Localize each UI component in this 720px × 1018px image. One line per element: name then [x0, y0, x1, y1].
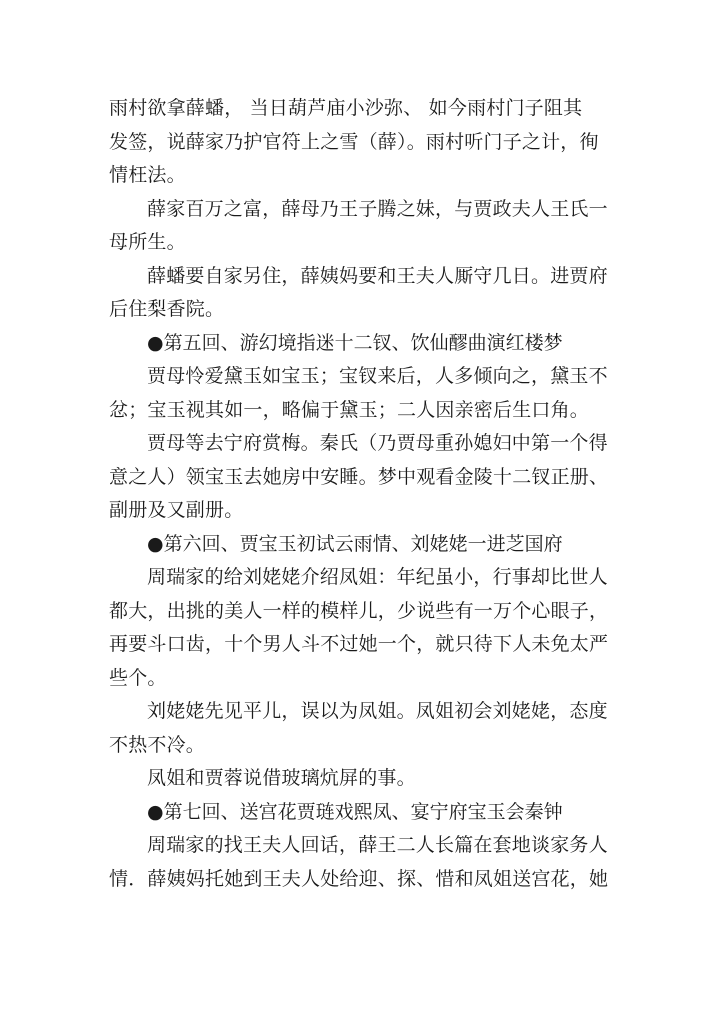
- document-page: [109, 92, 623, 896]
- body-paragraph: [109, 427, 623, 528]
- text-line: 刘姥姥先见平儿，误以为凤姐。凤姐初会刘姥姥，态度: [147, 700, 608, 722]
- chapter-heading: [109, 528, 623, 562]
- body-paragraph: [109, 561, 623, 695]
- text-line: 后住梨香院。: [109, 298, 225, 320]
- text-line: 再要斗口齿，十个男人斗不过她一个，就只待下人未免太严: [109, 633, 609, 655]
- text-line: 贾母等去宁府赏梅。秦氏（乃贾母重孙媳妇中第一个得: [147, 432, 608, 454]
- chapter-heading: [109, 327, 623, 361]
- text-line: 周瑞家的给刘姥姥介绍凤姐：年纪虽小，行事却比世人: [147, 566, 608, 588]
- text-line: ●第七回、送宫花贾琏戏熙凤、宴宁府宝玉会秦钟: [147, 800, 563, 823]
- body-paragraph: [109, 360, 623, 427]
- text-line: 不热不冷。: [109, 733, 206, 756]
- text-line: 情．薛姨妈托她到王夫人处给迎、探、惜和凤姐送宫花，她: [109, 867, 609, 890]
- text-line: 副册及又副册。: [109, 499, 244, 521]
- body-paragraph: [109, 92, 623, 193]
- text-line: ●第六回、贾宝玉初试云雨情、刘姥姥一进芝国府: [147, 532, 563, 555]
- body-paragraph: [109, 762, 623, 796]
- chapter-heading: [109, 796, 623, 830]
- text-line: 薛蟠要自家另住，薛姨妈要和王夫人厮守几日。进贾府: [147, 264, 608, 287]
- text-line: 忿；宝玉视其如一，略偏于黛玉；二人因亲密后生口角。: [109, 398, 590, 421]
- text-line: 凤姐和贾蓉说借玻璃炕屏的事。: [147, 767, 416, 789]
- text-line: 薛家百万之富，薛母乃王子腾之妹，与贾政夫人王氏一: [147, 197, 608, 220]
- text-line: 贾母怜爱黛玉如宝玉；宝钗来后，人多倾向之，黛玉不: [147, 365, 608, 387]
- text-line: 母所生。: [109, 231, 186, 253]
- body-paragraph: [109, 829, 623, 896]
- text-line: 都大，出挑的美人一样的模样儿，少说些有一万个心眼子，: [109, 599, 609, 622]
- text-line: 发签，说薛家乃护官符上之雪（薛）。雨村听门子之计，徇: [109, 130, 599, 153]
- body-paragraph: [109, 260, 623, 327]
- text-line: 周瑞家的找王夫人回话，薛王二人长篇在套地谈家务人: [147, 834, 608, 856]
- text-line: 雨村欲拿薛蟠， 当日葫芦庙小沙弥、 如今雨村门子阻其: [109, 97, 583, 119]
- text-line: 意之人）领宝玉去她房中安睡。梦中观看金陵十二钗正册、: [109, 465, 609, 488]
- body-paragraph: [109, 193, 623, 260]
- text-line: 些个。: [109, 666, 167, 689]
- body-paragraph: [109, 695, 623, 762]
- text-line: 情枉法。: [109, 164, 186, 186]
- text-line: ●第五回、游幻境指迷十二钗、饮仙醪曲演红楼梦: [147, 331, 563, 354]
